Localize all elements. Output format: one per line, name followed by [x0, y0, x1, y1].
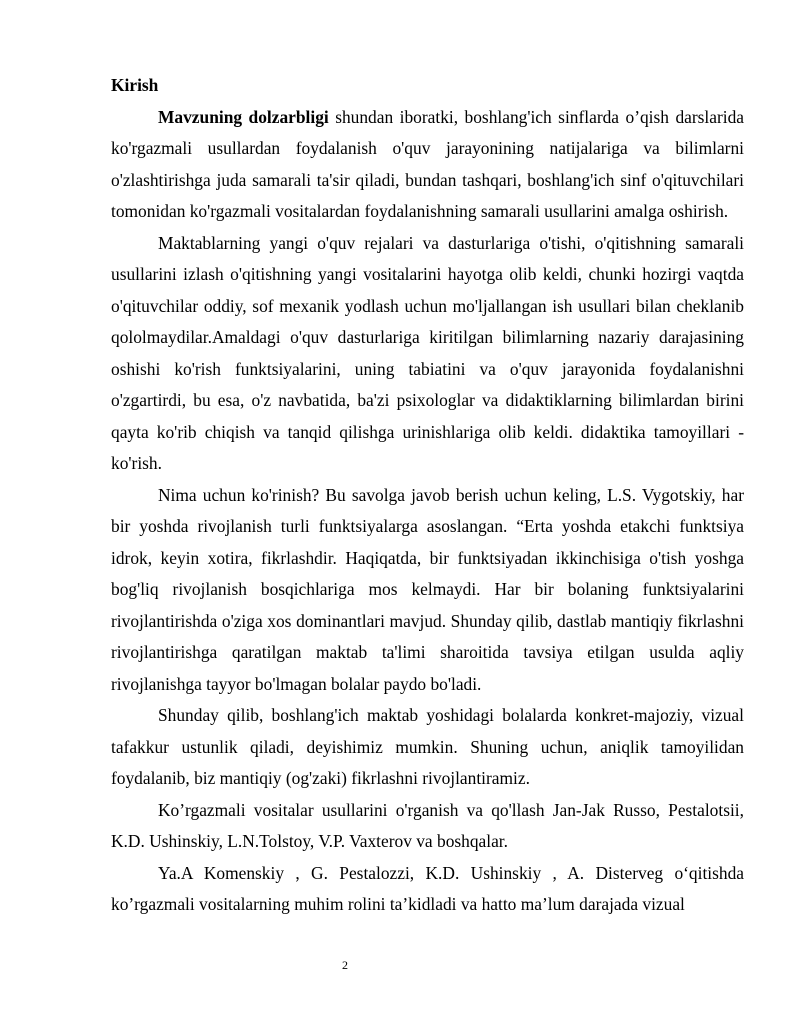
paragraph-6: [111, 858, 744, 921]
paragraph-1-text: shundan iboratki, boshlang'ich sinflarda o’qish darslarida ko'rgazmali usullardan foydalanish o'quv jarayonining natijalariga va bilimlarni o'zlashtirishga juda samarali ta'sir qiladi, bundan tashqari, boshlang'ich sinf o'qituvchilari tomonidan ko'rgazmali vositalardan foydalanishning samarali usullarini amalga oshirish.: [111, 106, 744, 221]
paragraph-6-text: Ya.A Komenskiy , G. Pestalozzi, K.D. Ushinskiy , A. Disterveg o‘qitishda ko’rgazmali vositalarning muhim rolini ta’kidladi va hatto ma’lum darajada vizual: [111, 862, 744, 914]
paragraph-4-text: Shunday qilib, boshlang'ich maktab yoshidagi bolalarda konkret-majoziy, vizual tafakkur ustunlik qiladi, deyishimiz mumkin. Shuning uchun, aniqlik tamoyilidan foydalanib, biz mantiqiy (og'zaki) fikrlashni rivojlantiramiz.: [111, 705, 744, 788]
paragraph-2: [111, 228, 744, 480]
paragraph-5-text: Ko’rgazmali vositalar usullarini o'rganish va qo'llash Jan-Jak Russo, Pestalotsii, K.D. Ushinskiy, L.N.Tolstoy, V.P. Vaxterov va boshqalar.: [111, 799, 744, 851]
section-heading: Kirish: [111, 75, 159, 95]
paragraph-3-text: Nima uchun ko'rinish? Bu savolga javob berish uchun keling, L.S. Vygotskiy, har bir yoshda rivojlanish turli funktsiyalarga asoslangan. “Erta yoshda etakchi funktsiya idrok, keyin xotira, fikrlashdir. Haqiqatda, bir funktsiyadan ikkinchisiga o'tish yoshga bog'liq rivojlanish bosqichlariga mos kelmaydi. Har bir bolaning funktsiyalarini rivojlantirishda o'ziga xos dominantlari mavjud. Shunday qilib, dastlab mantiqiy fikrlashni rivojlantirishga qaratilgan maktab ta'limi sharoitida tavsiya etilgan usulda aqliy rivojlanishga tayyor bo'lmagan bolalar paydo bo'ladi.: [111, 484, 744, 694]
paragraph-3: [111, 480, 744, 701]
page-number: 2: [342, 958, 348, 972]
paragraph-1: [111, 102, 744, 228]
paragraph-5: [111, 795, 744, 858]
paragraph-4: [111, 700, 744, 795]
paragraph-2-text: Maktablarning yangi o'quv rejalari va dasturlariga o'tishi, o'qitishning samarali usullarini izlash o'qitishning yangi vositalarini hayotga olib keldi, chunki hozirgi vaqtda o'qituvchilar oddiy, sof mexanik yodlash uchun mo'ljallangan ish usullari bilan cheklanib qololmaydilar.Amaldagi o'quv dasturlariga kiritilgan bilimlarning nazariy darajasining oshishi ko'rish funktsiyalarini, uning tabiatini va o'quv jarayonida foydalanishni o'zgartirdi, bu esa, o'z navbatida, ba'zi psixologlar va didaktiklarning bilimlardan birini qayta ko'rib chiqish va tanqid qilishga urinishlariga olib keldi. didaktika tamoyillari - ko'rish.: [111, 232, 744, 473]
document-body: [111, 70, 744, 921]
paragraph-1-lead: Mavzuning dolzarbligi: [158, 106, 329, 127]
